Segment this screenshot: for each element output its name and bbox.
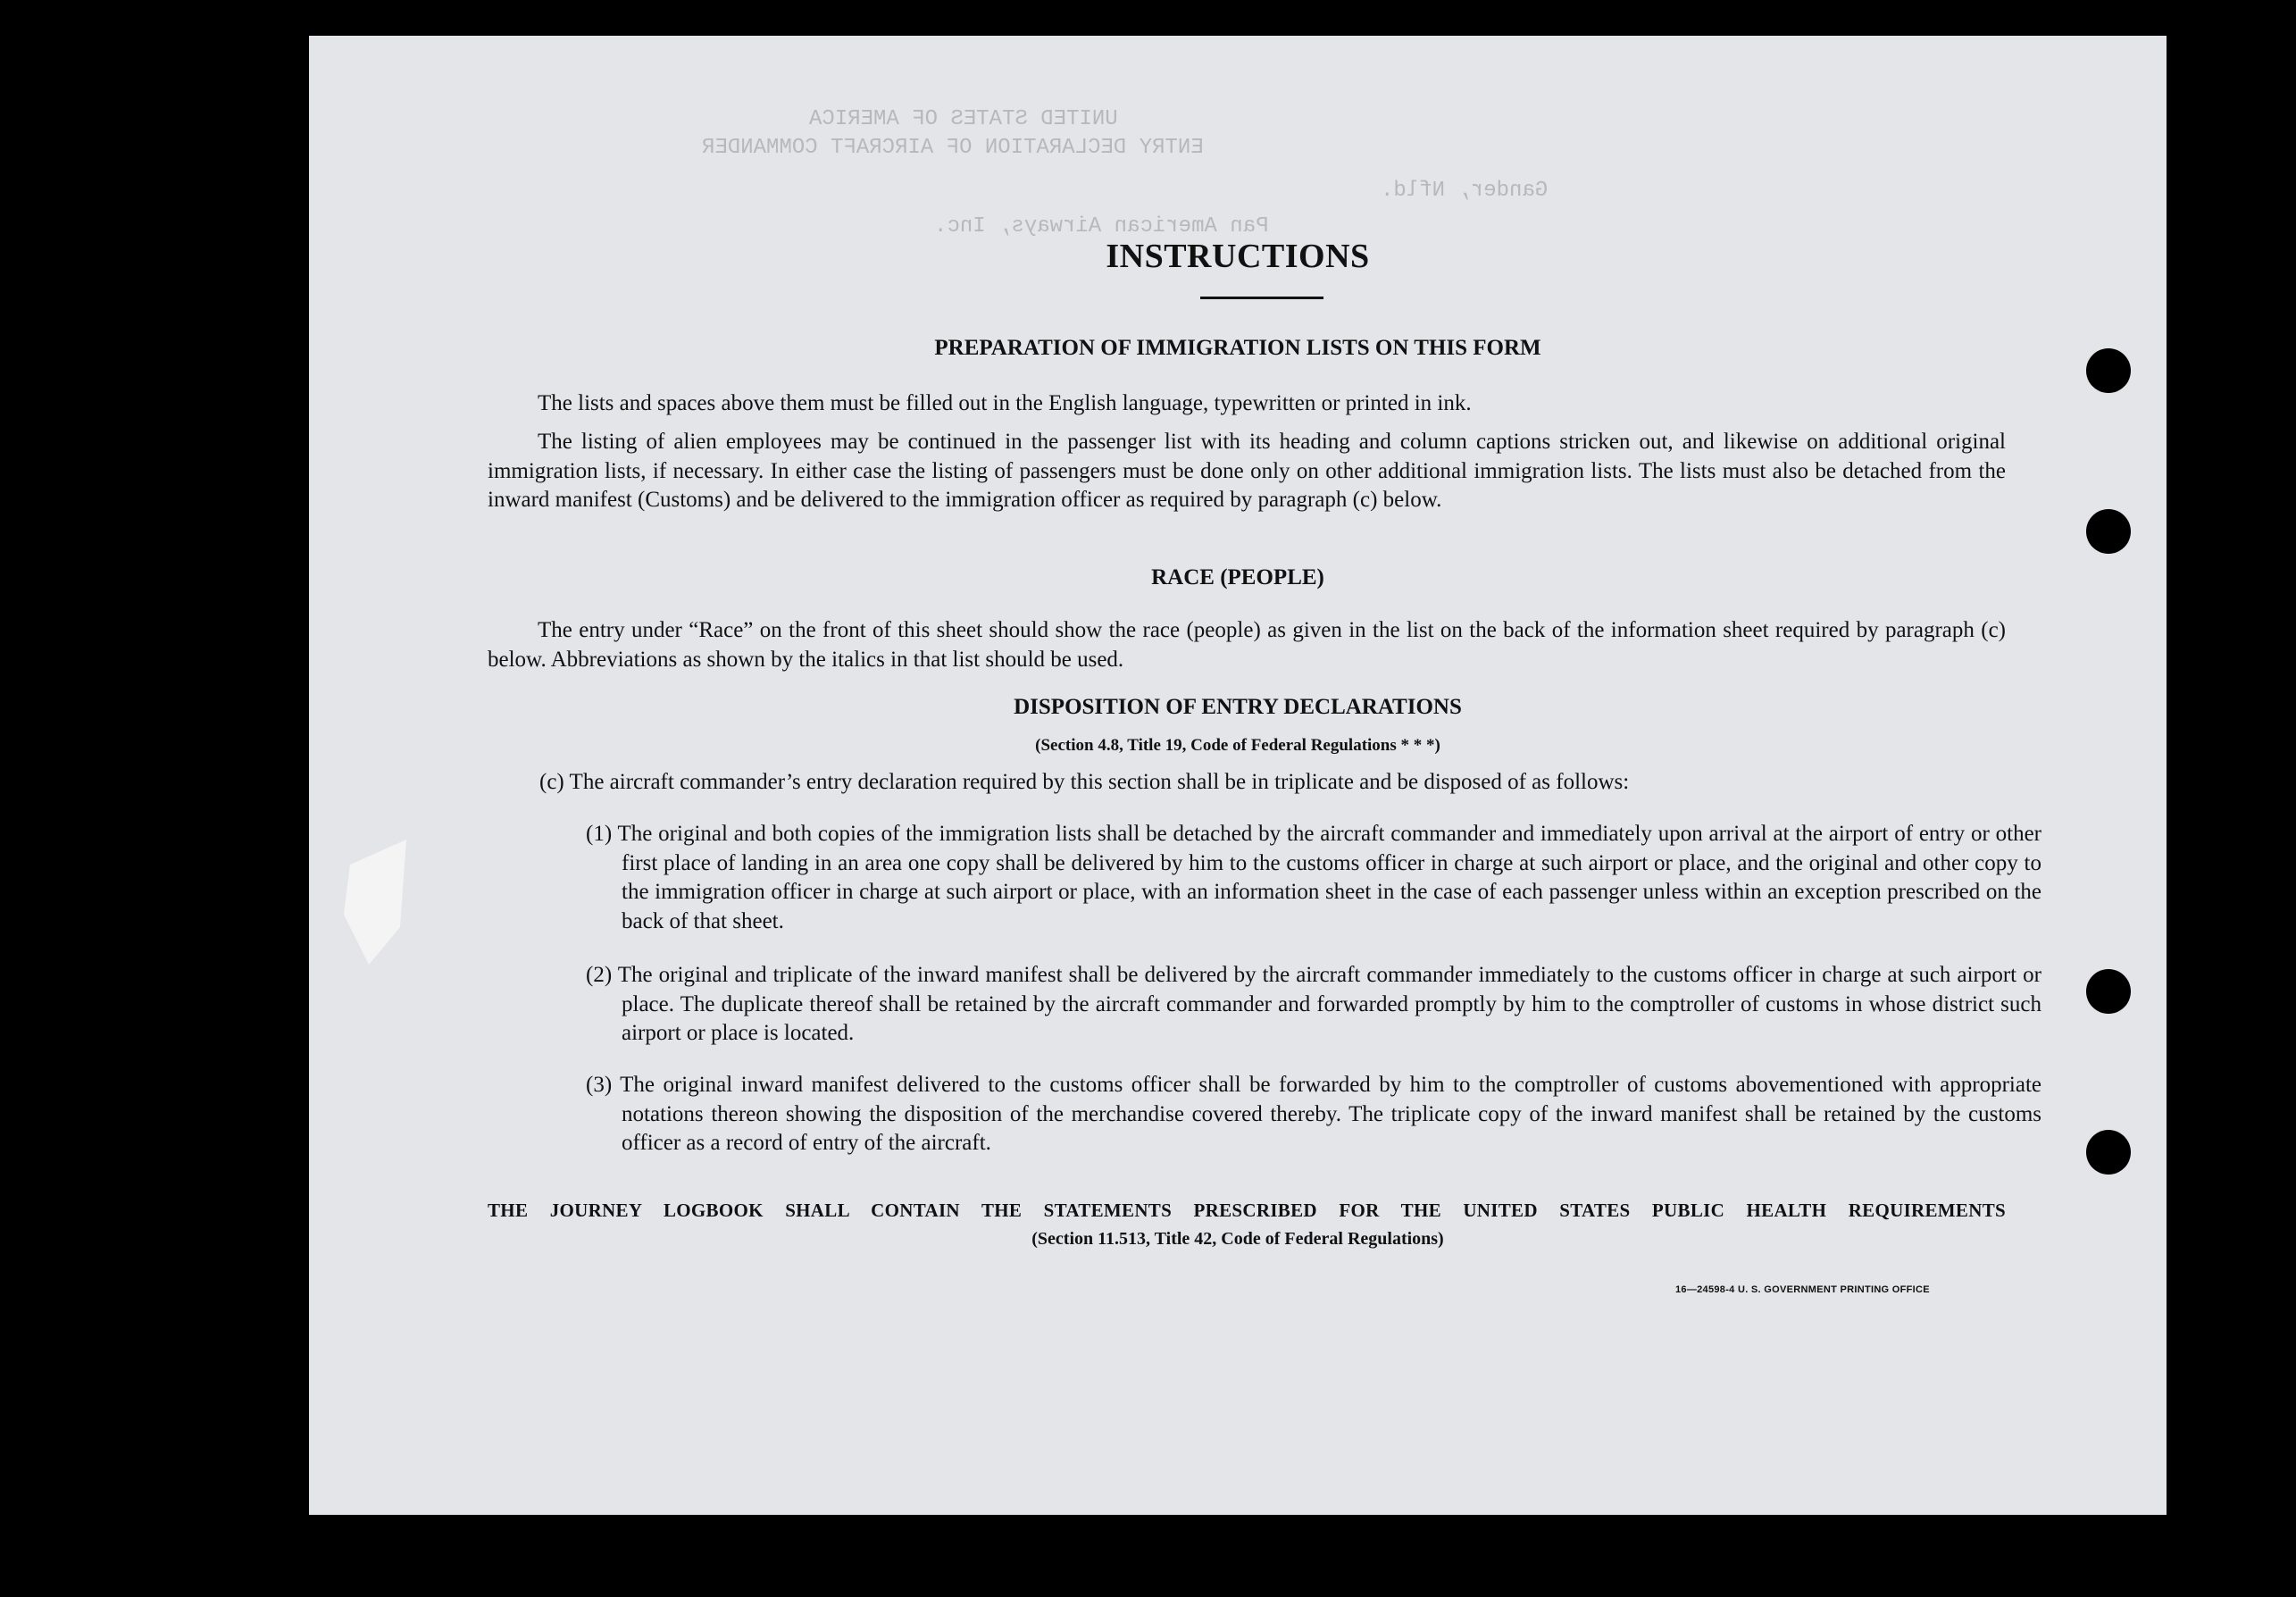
bleed-through-text: Gander, Nfld. xyxy=(1381,179,1549,203)
list-item: (3) The original inward manifest delivered to the customs officer shall be forwarded by him to the comptroller of customs abovementioned with appropriate notations thereon showing the disposition of the merchandise covered thereby. The triplicate copy of the inward manifest shall be retained by the customs officer as a record of entry of the aircraft. xyxy=(586,1073,2041,1155)
page-title: INSTRUCTIONS xyxy=(1106,238,1370,275)
footer-statement: THE JOURNEY LOGBOOK SHALL CONTAIN THE STATEMENTS PRESCRIBED FOR THE UNITED STATES PUBLIC HEALTH REQUIREMENTS xyxy=(488,1200,2006,1221)
section-heading-disposition: DISPOSITION OF ENTRY DECLARATIONS xyxy=(1014,695,1462,719)
paragraph-race-1: The entry under “Race” on the front of this sheet should show the race (people) as given in the list on the back of the information sheet required by paragraph (c) below. Abbreviations as shown by the italics in that list should be used. xyxy=(488,618,2006,672)
section-heading-race: RACE (PEOPLE) xyxy=(1151,565,1324,589)
printer-imprint: 16—24598-4 U. S. GOVERNMENT PRINTING OFFICE xyxy=(1675,1284,1930,1295)
clause-c: (c) The aircraft commander’s entry declaration required by this section shall be in triplicate and be disposed of as follows: xyxy=(539,770,1630,794)
punch-hole xyxy=(2086,969,2131,1014)
bleed-through-text: Pan American Airways, Inc. xyxy=(934,214,1269,238)
paragraph-preparation-1: The lists and spaces above them must be filled out in the English language, typewritten or printed in ink. xyxy=(538,391,1472,415)
punch-hole xyxy=(2086,1130,2131,1175)
section-heading-preparation: PREPARATION OF IMMIGRATION LISTS ON THIS FORM xyxy=(934,336,1541,360)
footer-citation: (Section 11.513, Title 42, Code of Federal Regulations) xyxy=(1031,1229,1444,1249)
section-citation-disposition: (Section 4.8, Title 19, Code of Federal Regulations * * *) xyxy=(1035,736,1440,755)
document-page xyxy=(309,36,2167,1515)
bleed-through-text: ENTRY DECLARATION OF AIRCRAFT COMMANDER xyxy=(702,136,1204,160)
list-item: (1) The original and both copies of the immigration lists shall be detached by the aircraft commander and immediately upon arrival at the airport of entry or other first place of landing in an area one copy shall be delivered by him to the customs officer in charge at such airport or place, and the original and other copy to the immigration officer in charge at such airport or place, with an information sheet in the case of each passenger unless within an exception prescribed on the back of that sheet. xyxy=(586,822,2041,933)
punch-hole xyxy=(2086,509,2131,554)
bleed-through-text: UNITED STATES OF AMERICA xyxy=(809,107,1118,131)
list-item: (2) The original and triplicate of the inward manifest shall be delivered by the aircraft commander immediately to the customs officer in charge at such airport or place. The duplicate thereof shall be retained by the aircraft commander and forwarded promptly by him to the comptroller of customs in whose district such airport or place is located. xyxy=(586,963,2041,1045)
paragraph-preparation-2: The listing of alien employees may be continued in the passenger list with its heading and column captions stricken out, and likewise on additional original immigration lists, if necessary. In either case the listing of passengers must be done only on other additional immigration lists. The lists must also be detached from the inward manifest (Customs) and be delivered to the immigration officer as required by paragraph (c) below. xyxy=(488,430,2006,512)
title-underline xyxy=(1200,297,1323,299)
